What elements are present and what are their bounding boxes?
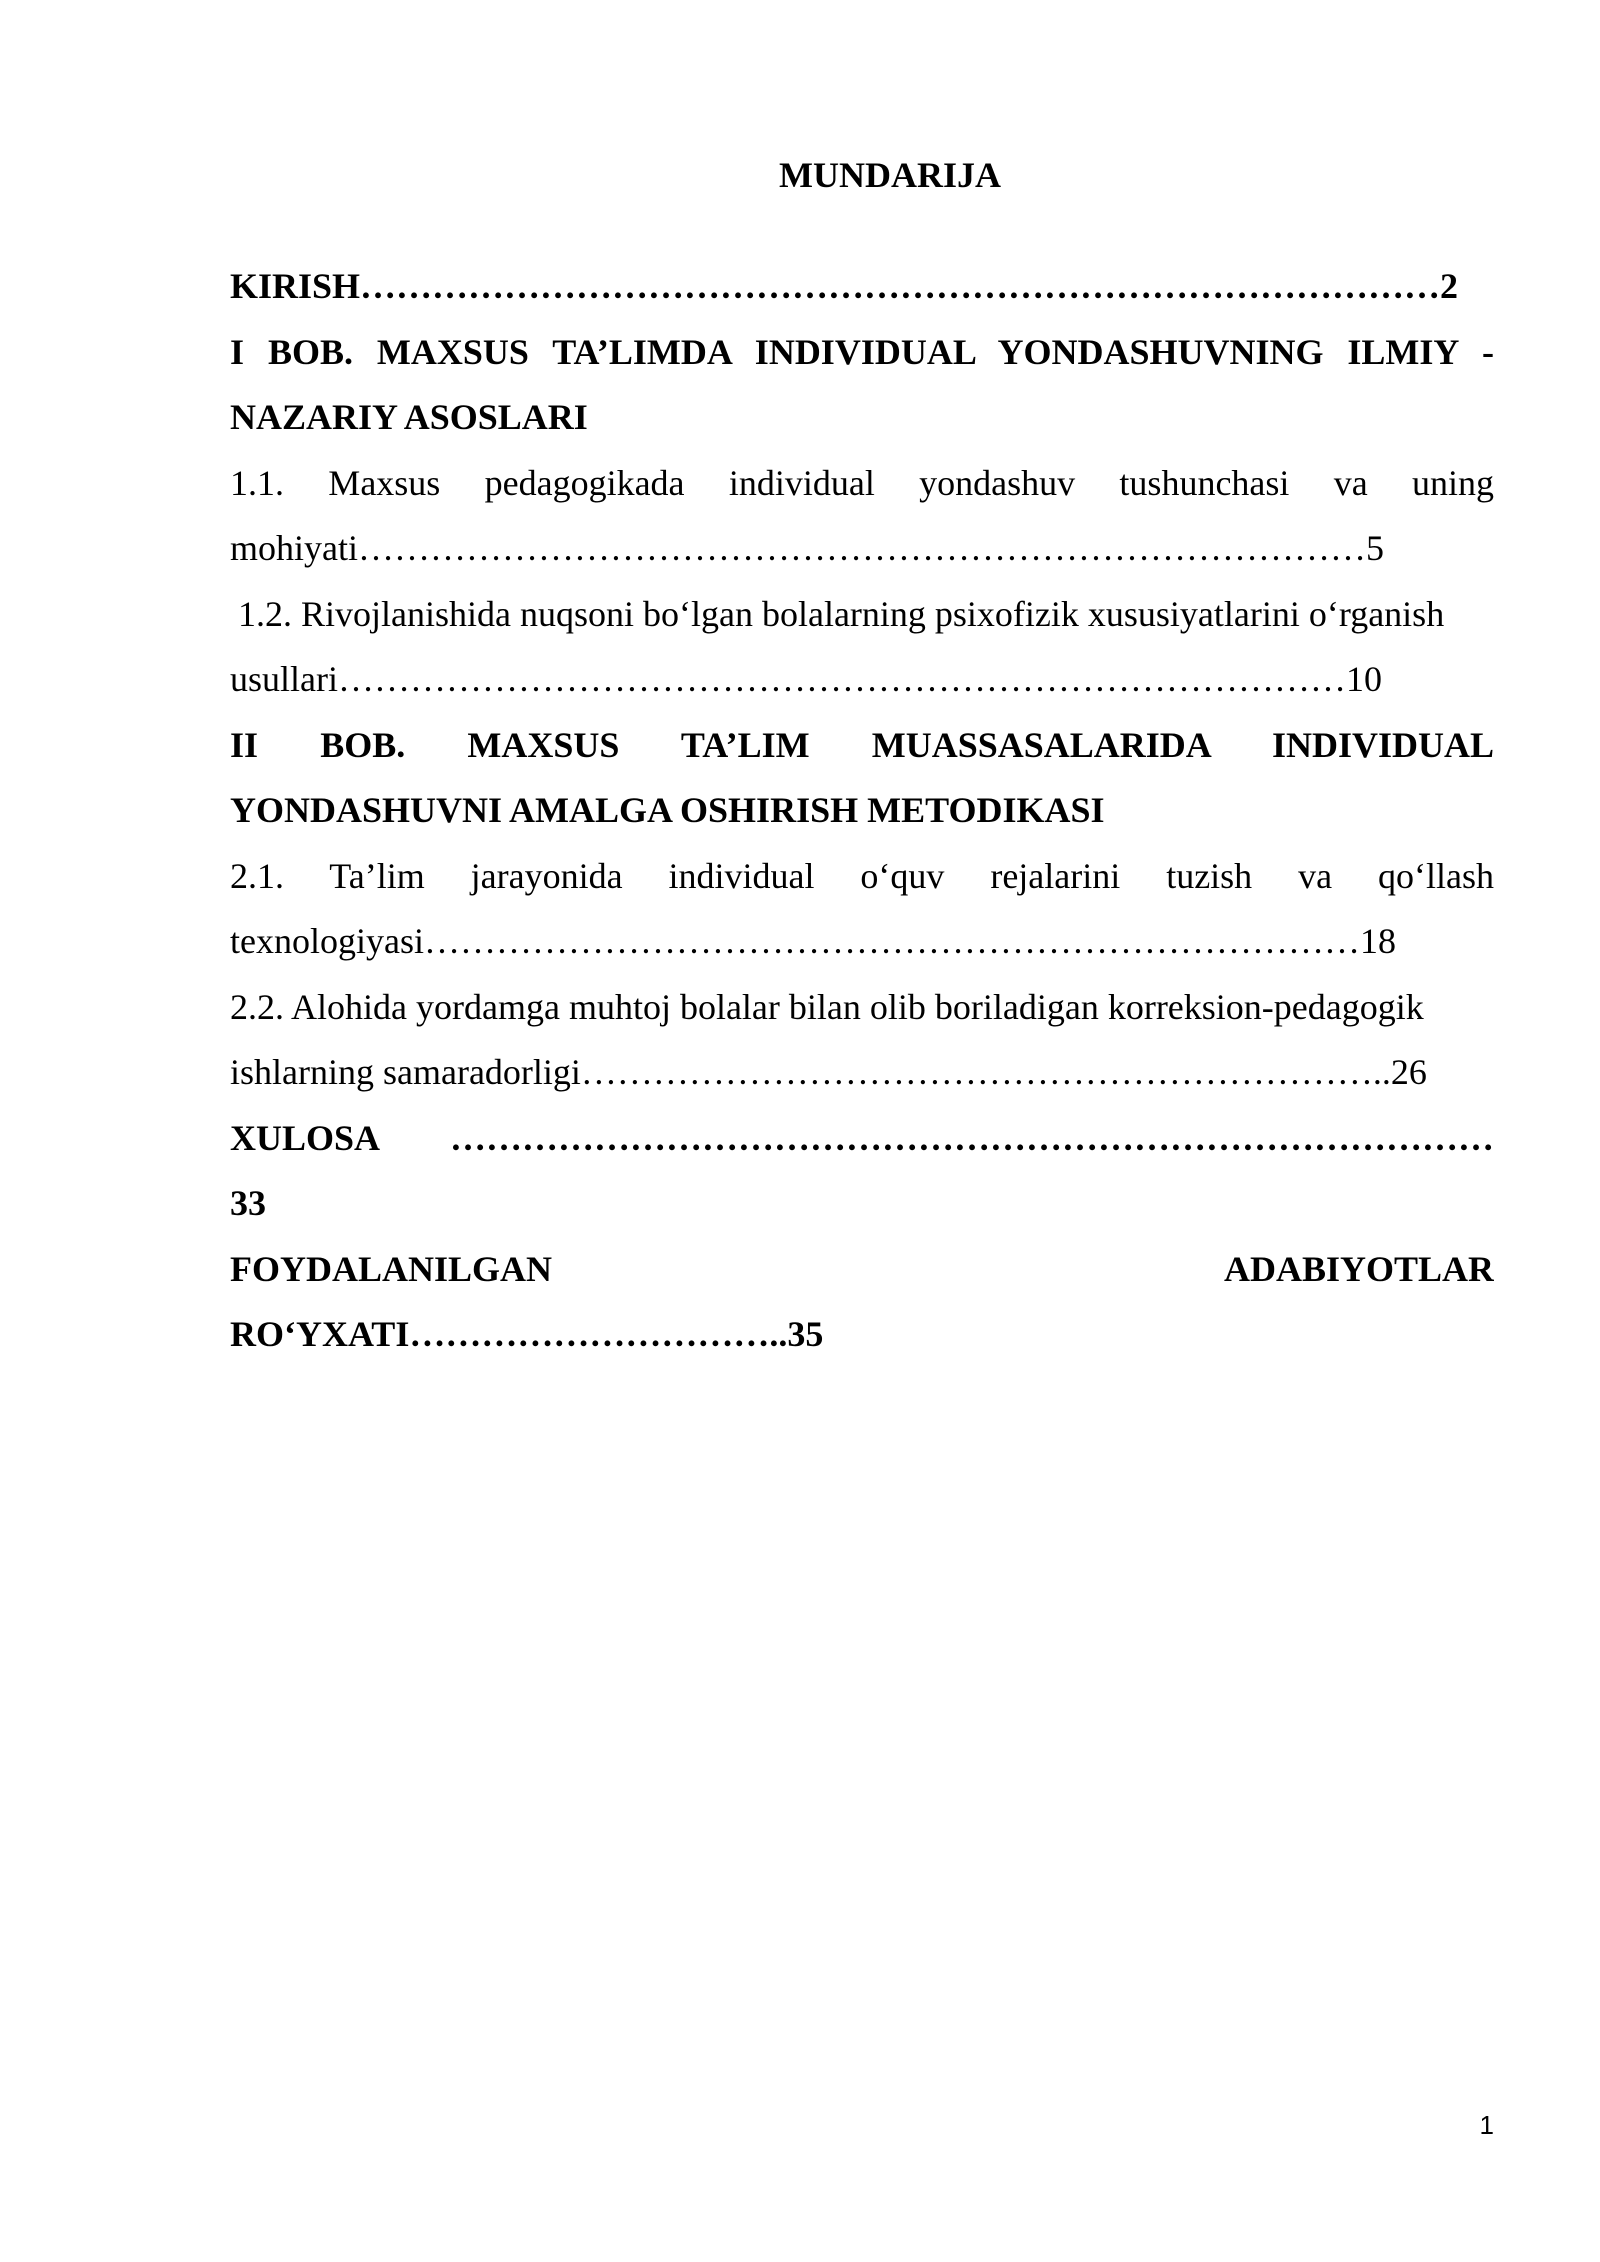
- toc-section-2-1: 2.1. Ta’lim jarayonida individual o‘quv rejalarini tuzish va qo‘llash: [230, 855, 1494, 896]
- toc-section-2-2: 2.2. Alohida yordamga muhtoj bolalar bilan olib boriladigan korreksion-pedagogik: [230, 986, 1424, 1027]
- page-number: 1: [1479, 2110, 1494, 2140]
- toc-chapter-2-heading: II BOB. MAXSUS TA’LIM MUASSASALARIDA INDIVIDUAL: [230, 724, 1494, 765]
- toc-section-2-2-cont: ishlarning samaradorligi…………………………………………………………..26: [230, 1052, 1427, 1092]
- toc-chapter-1-heading: I BOB. MAXSUS TA’LIMDA INDIVIDUAL YONDASHUVNING ILMIY -: [230, 331, 1494, 372]
- toc-section-1-2-cont: usullari…………………………………………………………………………10: [230, 659, 1382, 699]
- toc-section-1-2: 1.2. Rivojlanishida nuqsoni bo‘lgan bolalarning psixofizik xususiyatlarini o‘rganish: [238, 593, 1445, 634]
- toc-entry-kirish: KIRISH………………………………………………………………………………2: [230, 266, 1459, 306]
- toc-section-1-1: 1.1. Maxsus pedagogikada individual yondashuv tushunchasi va uning: [230, 462, 1494, 503]
- toc-entry-references-cont: RO‘YXATI…………………………..35: [230, 1314, 824, 1354]
- page-title: MUNDARIJA: [779, 155, 1001, 195]
- toc-section-2-1-cont: texnologiyasi……………………………………………………………………18: [230, 921, 1396, 961]
- toc-section-1-1-cont: mohiyati…………………………………………………………………………5: [230, 528, 1384, 568]
- toc-entry-xulosa-page: 33: [230, 1183, 266, 1223]
- toc-chapter-1-heading-cont: NAZARIY ASOSLARI: [230, 397, 588, 437]
- toc-entry-references: FOYDALANILGAN ADABIYOTLAR: [230, 1248, 1494, 1289]
- toc-chapter-2-heading-cont: YONDASHUVNI AMALGA OSHIRISH METODIKASI: [230, 790, 1105, 830]
- toc-entry-xulosa: XULOSA ……………………………………………………………………………: [230, 1117, 1494, 1158]
- table-of-contents: [230, 254, 1494, 1368]
